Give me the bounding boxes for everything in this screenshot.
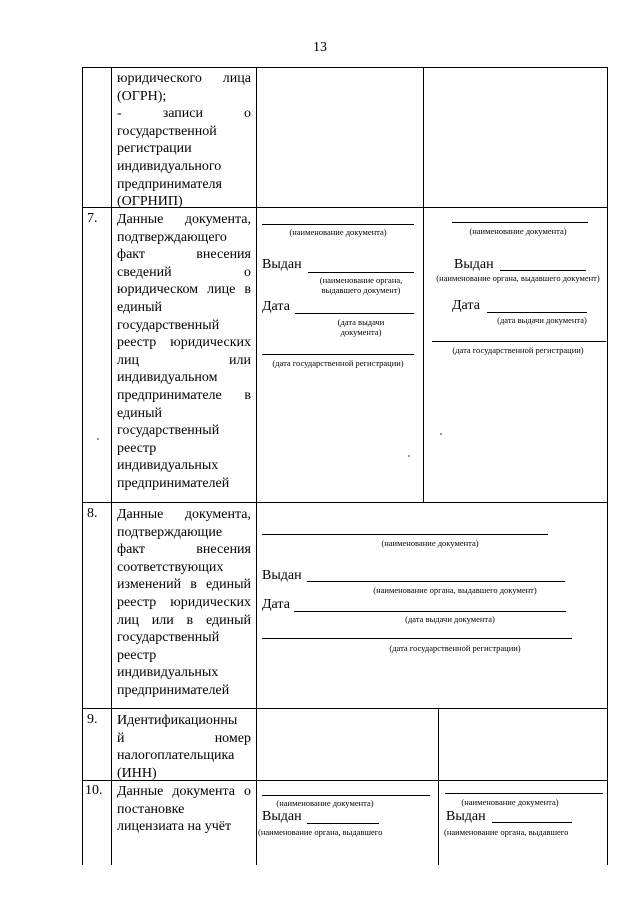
scan-speck [97,438,99,440]
doc-name-caption: (наименование документа) [381,538,479,548]
row-9-line-4: налогоплательщика [117,748,235,764]
issuer-line [308,272,414,273]
issued-label: Выдан [262,809,302,824]
issued-label: Выдан [454,257,494,272]
date-caption: (дата выдачи документа) [405,614,495,624]
row-9-line-3: номер [214,730,251,746]
row-7-number: 7. [87,211,98,226]
reg-date-caption: (дата государственной регистрации) [272,358,404,368]
doc-name-line [262,534,548,535]
date-label: Дата [262,597,290,612]
issued-label: Выдан [262,257,302,272]
doc-name-line [262,795,430,796]
table-border-top [82,67,608,68]
row-divider-9 [82,708,608,709]
row-9-line-1: Идентификационны [117,713,238,728]
doc-name-caption: (наименование документа) [276,798,374,808]
issuer-line [500,270,586,271]
row-9-text [117,712,251,782]
issued-label: Выдан [446,809,486,824]
row-10-text: Данные документа о постановке лицензиата на учёт [117,784,251,835]
row-10-number: 10. [85,783,103,798]
issuer-line [307,823,379,824]
issuer-caption: (наименование органа, выдавшего документ) [436,273,600,283]
date-line [294,611,566,612]
row-9-number: 9. [87,712,98,727]
row-9-line-2: й [117,730,125,746]
date-label: Дата [262,299,290,314]
reg-date-line [432,341,606,342]
label-column-divider [256,67,257,865]
value-split-divider-b [438,708,439,865]
doc-name-caption: (наименование документа) [469,226,567,236]
date-caption: (дата выдачи документа) [337,317,385,337]
reg-date-caption: (дата государственной регистрации) [389,643,521,653]
date-caption: (дата выдачи документа) [497,315,587,325]
row-8-number: 8. [87,506,98,521]
value-split-divider-a [423,67,424,502]
reg-date-caption: (дата государственной регистрации) [452,345,584,355]
table-border-left [82,67,83,865]
doc-name-caption: (наименование документа) [289,227,387,237]
issuer-caption: (наименование органа, выдавшего документ) [373,585,537,595]
table-border-right [607,67,608,865]
row-divider-8 [82,502,608,503]
doc-name-line [262,224,414,225]
doc-name-caption: (наименование документа) [461,797,559,807]
date-line [295,313,414,314]
date-label: Дата [452,298,480,313]
issuer-caption: (наименование органа, выдавшего документ) [319,275,403,295]
reg-date-line [262,354,414,355]
issuer-caption: (наименование органа, выдавшего [444,827,569,837]
row-8-text: Данные документа, подтверждающие факт внесения соответствующих изменений в единый реестр юридических лиц или в единый государственный реестр индивидуальных предпринимателей [117,507,251,698]
issuer-line [307,581,565,582]
scan-speck [408,455,410,457]
scan-speck [440,433,442,435]
doc-name-line [452,222,588,223]
issued-label: Выдан [262,568,302,583]
issuer-caption: (наименование органа, выдавшего [258,827,383,837]
date-line [487,312,587,313]
issuer-line [492,822,572,823]
number-column-divider [111,67,112,865]
row-9-line-5: (ИНН) [117,765,157,781]
row-7-text: Данные документа, подтверждающего факт внесения сведений о юридическом лице в единый государственный реестр юридических лиц или индивидуальном предпринимателе в единый государственный реестр индивидуальных предпринимателей [117,212,251,491]
reg-date-line [262,638,572,639]
row-cont-text: юридического лица (ОГРН); - записи о государственной регистрации индивидуального предпринимателя (ОГРНИП) [117,71,251,210]
doc-name-line [445,793,603,794]
page-number: 13 [313,40,327,55]
